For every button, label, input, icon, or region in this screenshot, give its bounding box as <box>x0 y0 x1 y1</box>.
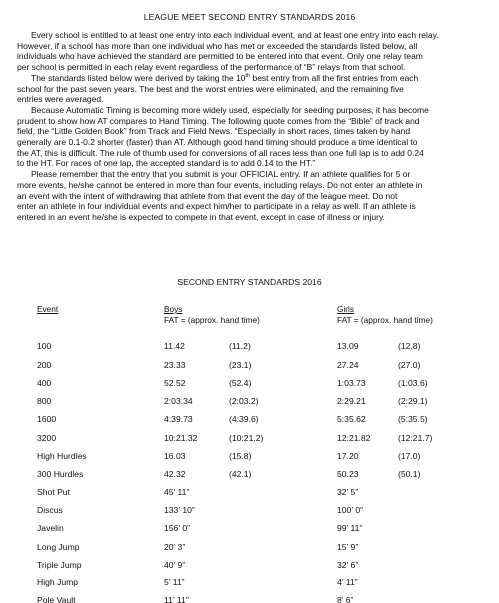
text-line <box>17 73 495 84</box>
event-cell: Pole Vault <box>37 595 76 603</box>
text-fragment: best entry from all the first entries from each <box>250 72 419 83</box>
text-line: enter an athlete in four individual events and expect him/her to participate in a relay as well. If an athlete is <box>17 201 416 212</box>
text-line: prudent to show how AT compares to Hand Timing. The following quote comes from the “Bible” of track and <box>17 115 420 126</box>
boys-fat-cell: 2:03.34 <box>164 396 193 406</box>
text-line: an event with the intent of withdrawing that athlete from that event the day of the league meet. Do not <box>17 190 398 201</box>
paragraph-derivation <box>17 73 495 105</box>
document-title: LEAGUE MEET SECOND ENTRY STANDARDS 2016 <box>143 12 356 22</box>
girls-header-label: Girls <box>337 304 355 314</box>
boys-fat-cell: 11.42 <box>164 341 185 351</box>
girls-fat-cell: 12:21.82 <box>337 433 371 443</box>
boys-ht-cell: (52.4) <box>229 378 252 388</box>
table-row <box>0 595 499 603</box>
girls-fat-cell: 4’ 11” <box>337 577 358 587</box>
table-row <box>0 378 499 398</box>
boys-fat-cell: 5’ 11” <box>164 577 185 587</box>
girls-ht-cell: (1:03.6) <box>398 378 428 388</box>
event-cell: 400 <box>37 378 52 388</box>
text-line: the AT, this is difficult. The rule of thumb used for conversions of all races less than one full lap is to add 0.24 <box>17 147 424 158</box>
text-line: field, the “Little Golden Book” from Track and Field News. “Especially in short races, times taken by hand <box>17 126 411 137</box>
girls-fat-cell: 99’ 11” <box>337 523 363 533</box>
boys-fat-cell: 20’ 3” <box>164 542 186 552</box>
table-row <box>0 396 499 416</box>
boys-fat-cell: 42.32 <box>164 469 186 479</box>
girls-fat-cell: 13.09 <box>337 341 359 351</box>
text-line: Every school is entitled to at least one entry into each individual event, and at least one entry into each relay. <box>31 30 439 40</box>
table-row <box>0 433 499 453</box>
table-title: SECOND ENTRY STANDARDS 2016 <box>177 277 322 287</box>
text-fragment: The standards listed below were derived by taking the 10 <box>31 72 246 83</box>
boys-ht-cell: (23.1) <box>229 360 252 370</box>
event-cell: Shot Put <box>37 487 70 497</box>
event-header-label: Event <box>37 304 59 314</box>
text-line: generally are 0.1-0.2 shorter (faster) than AT. Although good hand timing should produce a time identical to <box>17 137 418 148</box>
table-row <box>0 542 499 562</box>
girls-ht-cell: (27.0) <box>398 360 421 370</box>
table-row <box>0 469 499 489</box>
girls-ht-cell: (2:29.1) <box>398 396 428 406</box>
text-line: individuals who have achieved the standard are permitted to be entered into that event. Only one relay team <box>17 51 423 62</box>
girls-fat-cell: 17.20 <box>337 451 359 461</box>
event-cell: Long Jump <box>37 542 80 552</box>
girls-fat-cell: 32’ 6” <box>337 560 359 570</box>
superscript: th <box>245 72 251 79</box>
boys-fat-cell: 156’ 0” <box>164 523 190 533</box>
boys-fat-cell: 133’ 10” <box>164 505 195 515</box>
girls-ht-cell: (12:21.7) <box>398 433 433 443</box>
text-line: entered in an event he/she is expected to compete in that event, except in case of illness or injury. <box>17 211 385 222</box>
girls-fat-cell: 1:03.73 <box>337 378 366 388</box>
girls-ht-cell: (50.1) <box>398 469 421 479</box>
boys-fat-cell: 4:39.73 <box>164 414 193 424</box>
boys-fat-cell: 11’ 11” <box>164 595 189 603</box>
table-row <box>0 360 499 380</box>
table-row <box>0 414 499 434</box>
girls-ht-cell: (12.8) <box>398 341 421 351</box>
girls-fat-cell: 5:35.62 <box>337 414 366 424</box>
boys-ht-cell: (42.1) <box>229 469 252 479</box>
boys-ht-cell: (10:21.2) <box>229 433 264 443</box>
boys-ht-cell: (4:39.6) <box>229 414 259 424</box>
event-cell: High Hurdles <box>37 451 87 461</box>
text-line: entries were averaged. <box>17 94 104 105</box>
girls-fat-cell: 2:29.21 <box>337 396 366 406</box>
boys-header-label: Boys <box>164 304 183 314</box>
girls-ht-cell: (17.0) <box>398 451 421 461</box>
event-cell: 200 <box>37 360 52 370</box>
boys-fat-cell: 52.52 <box>164 378 186 388</box>
boys-fat-cell: 45’ 11” <box>164 487 190 497</box>
event-cell: Triple Jump <box>37 560 82 570</box>
event-cell: 300 Hurdles <box>37 469 84 479</box>
boys-fat-cell: 10:21.32 <box>164 433 198 443</box>
boys-column-header <box>164 304 260 325</box>
event-cell: High Jump <box>37 577 79 587</box>
boys-fat-cell: 40’ 9” <box>164 560 186 570</box>
text-line: Because Automatic Timing is becoming more widely used, especially for seeding purposes, it has become <box>31 104 429 115</box>
girls-fat-cell: 27.24 <box>337 360 359 370</box>
boys-ht-cell: (11.2) <box>229 341 251 351</box>
paragraph-timing <box>17 105 495 169</box>
table-row <box>0 577 499 597</box>
event-column-header <box>37 304 58 315</box>
girls-fat-cell: 50.23 <box>337 469 359 479</box>
girls-column-header <box>337 304 433 325</box>
boys-ht-cell: (15.8) <box>229 451 252 461</box>
girls-fat-cell: 15’ 9” <box>337 542 359 552</box>
text-line: per school is permitted in each relay event regardless of the performance of “B” relays from that school. <box>17 62 406 73</box>
table-row <box>0 523 499 543</box>
text-line: However, if a school has more than one individual who has met or exceeded the standards listed below, all <box>17 40 418 51</box>
girls-fat-cell: 32’ 5” <box>337 487 359 497</box>
girls-fat-cell: 8’ 6” <box>337 595 354 603</box>
event-cell: Javelin <box>37 523 64 533</box>
text-line: Please remember that the entry that you submit is your OFFICIAL entry. If an athlete qualifies for 5 or <box>31 169 411 180</box>
boys-fat-cell: 16.03 <box>164 451 186 461</box>
table-row <box>0 505 499 525</box>
girls-ht-cell: (5:35.5) <box>398 414 428 424</box>
table-row <box>0 341 499 361</box>
table-row <box>0 487 499 507</box>
boys-fat-cell: 23.33 <box>164 360 186 370</box>
event-cell: Discus <box>37 505 63 515</box>
text-line: to the HT. For races of one lap, the accepted standard is to add 0.14 to the HT.” <box>17 158 316 169</box>
boys-ht-cell: (2:03.2) <box>229 396 259 406</box>
event-cell: 1600 <box>37 414 57 424</box>
event-cell: 100 <box>37 341 52 351</box>
paragraph-official-entry <box>17 169 495 223</box>
intro-text <box>17 30 495 223</box>
table-row <box>0 451 499 471</box>
girls-fat-cell: 100’ 0” <box>337 505 363 515</box>
paragraph-entry-rules <box>17 30 495 73</box>
girls-header-sub: FAT = (approx. hand time) <box>337 314 433 325</box>
event-cell: 800 <box>37 396 52 406</box>
text-line: more events, he/she cannot be entered in more than four events, including relays. Do not enter an athlete in <box>17 179 423 190</box>
text-line: school for the past seven years. The best and the worst entries were eliminated, and the remaining five <box>17 83 404 94</box>
event-cell: 3200 <box>37 433 57 443</box>
boys-header-sub: FAT = (approx. hand time) <box>164 314 260 325</box>
